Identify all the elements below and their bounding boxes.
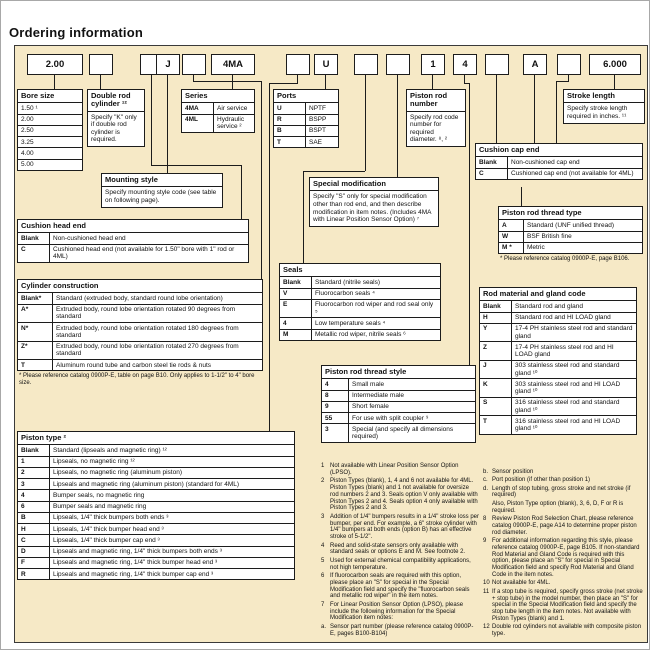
code-cell: 4 xyxy=(280,318,312,328)
code-cell: S xyxy=(480,398,512,416)
desc-cell: Low temperature seals ⁴ xyxy=(315,319,386,327)
code-box-special-mod xyxy=(386,54,410,75)
footnote-marker: 10 xyxy=(483,580,490,587)
table-row xyxy=(499,242,642,253)
footnote-text: If fluorocarbon seals are required with this option, please place an "S" for special in the Special Modification field and specify the "fluorocarbon seals and metallic rod wiper" in the item notes. xyxy=(330,572,470,600)
footnote-item xyxy=(321,478,479,512)
table-row xyxy=(182,102,254,113)
table-body: Specify "S" only for special modification other than rod end, and then describe modification in item notes. (Includes 4MA with Linear Position Sensor Option) ⁷ xyxy=(310,190,438,226)
table-row xyxy=(322,390,475,401)
desc-cell: Cushioned head end (not available for 1.50" bore with 1" rod or 4ML) xyxy=(53,246,235,261)
table-row xyxy=(18,136,82,147)
desc-cell: Standard (lipseals and magnetic ring) ¹² xyxy=(53,446,167,454)
footnote-marker: 9 xyxy=(483,537,487,544)
connector xyxy=(151,165,241,166)
desc-cell: Lipseals, 1/4" thick bumper head end ³ xyxy=(53,525,164,533)
connector xyxy=(151,73,152,166)
table-series xyxy=(181,89,255,133)
table-body: Specify rod code number for required diameter. ⁸, ² xyxy=(407,111,465,147)
connector xyxy=(365,73,366,171)
footnote-marker: 7 xyxy=(321,601,325,608)
desc-cell: Lipseals and magnetic ring, 1/4" thick bumper head end ³ xyxy=(53,559,218,567)
footnote-item xyxy=(483,589,643,623)
table-title: Mounting style xyxy=(105,175,158,184)
connector xyxy=(232,73,233,90)
desc-cell: Air service xyxy=(217,104,248,112)
table-seals xyxy=(279,263,441,341)
table-title: Ports xyxy=(277,91,297,100)
code-cell: 8 xyxy=(322,391,349,401)
table-title: Piston rod number xyxy=(410,91,448,109)
desc-cell: Aluminum round tube and carbon steel tie rods & nuts xyxy=(56,361,212,369)
table-row xyxy=(480,378,636,397)
code-cell: R xyxy=(18,569,50,579)
table-row xyxy=(274,114,338,125)
code-cell: H xyxy=(18,524,50,534)
code-cell: N* xyxy=(18,323,53,341)
code-cell: D xyxy=(18,547,50,557)
table-title: Rod material and gland code xyxy=(483,289,586,298)
desc-cell: Bumper seals and magnetic ring xyxy=(53,503,147,511)
table-mounting-style xyxy=(101,173,223,208)
table-row xyxy=(18,102,82,113)
table-row xyxy=(18,159,82,170)
footnote-item xyxy=(483,538,643,579)
footnotes-right xyxy=(483,469,643,640)
table-title: Piston rod thread style xyxy=(325,367,407,376)
table-row xyxy=(274,125,338,136)
connector xyxy=(521,187,522,208)
connector xyxy=(167,73,168,175)
table-row xyxy=(18,114,82,125)
desc-cell: For use with split coupler ⁹ xyxy=(352,414,429,422)
code-box-cushion-cap xyxy=(557,54,581,75)
footnote-text: Length of stop tubing, gross stroke and net stroke (if required) xyxy=(492,485,631,499)
desc-cell: 17-4 PH stainless steel rod and standard gland xyxy=(515,325,633,340)
footnote-marker: d. xyxy=(483,485,489,492)
table-row xyxy=(499,219,642,230)
table-title: Stroke length xyxy=(567,91,615,100)
connector xyxy=(534,73,535,146)
code-cell: U xyxy=(274,103,306,113)
table-row xyxy=(280,329,440,340)
page-title: Ordering information xyxy=(9,25,143,40)
connector xyxy=(496,73,497,146)
table-row xyxy=(18,523,294,534)
code-cell: C xyxy=(18,535,50,545)
connector xyxy=(432,73,433,90)
table-thread-type xyxy=(498,206,643,263)
table-title: Piston type ² xyxy=(21,433,67,442)
code-cell: 55 xyxy=(322,413,349,423)
table-row xyxy=(476,168,642,179)
desc-cell: Lipseals and magnetic ring, 1/4" thick bumper cap end ³ xyxy=(53,570,214,578)
code-cell: 4ML xyxy=(182,115,214,133)
desc-cell: 17-4 PH stainless steel rod and HI LOAD gland xyxy=(515,343,614,359)
code-cell: C xyxy=(18,245,50,263)
footnote-item xyxy=(321,514,479,541)
code-cell: 6 xyxy=(18,502,50,512)
table-row xyxy=(18,478,294,489)
value-cell: 2.50 xyxy=(21,127,34,135)
footnote-marker: a. xyxy=(321,623,327,630)
table-cushion-cap xyxy=(475,143,643,180)
code-cell: Blank xyxy=(480,301,512,311)
code-cell: Blank* xyxy=(18,293,53,303)
footnote-item xyxy=(321,602,479,622)
code-cell: Y xyxy=(480,324,512,342)
code-cell: V xyxy=(280,289,312,299)
code-box-double-rod xyxy=(89,54,113,75)
desc-cell: 303 stainless steel rod and HI LOAD gland ¹⁰ xyxy=(515,380,621,396)
footnote-text: Reed and solid-state sensors only available with standard seals or options E and M. See footnote 2. xyxy=(330,542,466,556)
desc-cell: Lipseals and magnetic ring, 1/4" thick bumpers both ends ³ xyxy=(53,548,222,556)
code-cell: W xyxy=(499,232,524,242)
code-cell: 1 xyxy=(18,457,50,467)
table-special-modification xyxy=(309,177,439,227)
table-cylinder-construction xyxy=(17,279,263,387)
code-cell: 3 xyxy=(18,479,50,489)
footnote-marker: 8 xyxy=(483,515,487,522)
code-cell: Blank xyxy=(18,233,50,243)
table-row xyxy=(480,415,636,434)
desc-cell: Lipseals, 1/4" thick bumpers both ends ³ xyxy=(53,514,169,522)
desc-cell: BSPT xyxy=(309,127,326,135)
code-cell: Z* xyxy=(18,342,53,360)
footnote-text: Not available with Linear Position Sensor Option (LPSO). xyxy=(330,463,459,476)
code-box-rod-material xyxy=(485,54,509,75)
footnote-text: Port position (if other than position 1) xyxy=(492,477,591,484)
table-piston-rod-number xyxy=(406,89,466,147)
footnote-item xyxy=(483,477,643,484)
table-row xyxy=(18,359,262,370)
table-row xyxy=(18,568,294,579)
table-title: Piston rod thread type xyxy=(502,208,582,217)
desc-cell: Standard (nitrile seals) xyxy=(315,278,381,286)
footnote-marker: 6 xyxy=(321,572,325,579)
table-double-rod xyxy=(87,89,145,147)
code-box-mounting-style: J xyxy=(156,54,180,75)
footnote-text: For additional information regarding this style, please reference catalog 0900P-E, page B105. If non-standard Rod Material and Gland Code is required with this option, please place an "S" for special in Special Modification field and specify Rod Material and Gland Code in the item notes. xyxy=(492,537,640,579)
connector xyxy=(261,81,262,281)
connector xyxy=(193,81,261,82)
table-row xyxy=(18,444,294,455)
table-body: Specify mounting style code (see table on following page). xyxy=(102,186,222,206)
footnote-text: Not available for 4ML. xyxy=(492,580,551,587)
table-row xyxy=(18,147,82,158)
code-cell: 4 xyxy=(322,379,349,389)
footnote-marker: 4 xyxy=(321,542,325,549)
connector xyxy=(614,73,615,90)
code-cell: Blank xyxy=(18,445,50,455)
table-row xyxy=(274,136,338,147)
code-cell: A* xyxy=(18,305,53,323)
table-title: Cushion cap end xyxy=(479,145,540,154)
footnote-text: Used for external chemical compatibility applications, not high temperature. xyxy=(330,557,471,571)
code-cell: A xyxy=(499,220,524,230)
table-row xyxy=(322,401,475,412)
connector xyxy=(269,83,270,433)
code-box-stroke: 6.000 xyxy=(589,54,641,75)
table-row xyxy=(480,341,636,360)
connector xyxy=(556,81,568,82)
footnote-marker: b. xyxy=(483,469,489,475)
code-box-rod-number: 1 xyxy=(421,54,445,75)
table-row xyxy=(499,231,642,242)
code-box-seals xyxy=(354,54,378,75)
table-cushion-head xyxy=(17,219,249,263)
table-title: Series xyxy=(185,91,208,100)
table-row xyxy=(322,378,475,389)
desc-cell: Lipseals and magnetic ring (aluminum piston) (standard for 4ML) xyxy=(53,480,240,488)
code-box-series: 4MA xyxy=(211,54,255,75)
code-cell: R xyxy=(274,115,306,125)
table-row xyxy=(476,156,642,167)
table-row xyxy=(18,534,294,545)
footnote-text: Review Piston Rod Selection Chart, please reference catalog 0900P-E, page A14 to determine proper piston rod diameter. xyxy=(492,515,637,536)
code-box-construction xyxy=(182,54,206,75)
table-row xyxy=(18,304,262,323)
table-title: Double rod cylinder ¹² xyxy=(91,91,131,109)
footnote-marker: 12 xyxy=(483,624,490,631)
table-row xyxy=(480,323,636,342)
footnote-item xyxy=(483,624,643,638)
desc-cell: Special (and specify all dimensions required) xyxy=(352,425,454,441)
table-row xyxy=(18,244,248,263)
table-row xyxy=(322,412,475,423)
desc-cell: SAE xyxy=(309,138,323,146)
table-body: Specify "K" only if double rod cylinder is required. xyxy=(88,111,144,147)
code-cell: F xyxy=(18,558,50,568)
footnote-text: Addition of 1/4" bumpers results in a 1/4" stroke loss per bumper, per end. For example, a 6" stroke cylinder with 1/4" bumpers at both ends (option B) has an effective stroke of 5-1/2". xyxy=(330,513,480,541)
footnote-text: Sensor position xyxy=(492,469,534,475)
table-footnote: * Please reference catalog 0900P-E, table on page B10. Only applies to 1-1/2" to 4" bore size. xyxy=(19,373,255,387)
table-row xyxy=(18,125,82,136)
desc-cell: NPTF xyxy=(309,104,326,112)
desc-cell: 316 stainless steel rod and HI LOAD gland ¹⁰ xyxy=(515,417,621,433)
code-cell: 3 xyxy=(322,424,349,442)
table-row xyxy=(18,489,294,500)
footnote-item xyxy=(321,463,479,477)
connector xyxy=(303,171,304,265)
table-row xyxy=(18,501,294,512)
table-row xyxy=(480,300,636,311)
desc-cell: Small male xyxy=(352,380,385,388)
footnote-text: For Linear Position Sensor Option (LPSO), please include the following information for the Special Modification item notes: xyxy=(330,601,464,622)
footnote-item xyxy=(483,469,643,476)
connector xyxy=(241,165,242,221)
value-cell: 5.00 xyxy=(21,161,34,169)
code-cell: M * xyxy=(499,243,524,253)
footnote-text: Piston Types (blank), 1, 4 and 6 not available for 4ML. Piston Types (blank) and 1 not available for oversize rod numbers 2 and 3. Seals option V only available with Piston Types 2 and 4. Seals option 4 only available with Piston Types 2 and 3. xyxy=(330,478,478,512)
footnote-text: If a stop tube is required, specify gross stroke (net stroke + stop tube) in the model number, then place an "S" for special in the Special Modification field and specify the stop tube length in the item notes. Not available with Piston Types (blank) and 1. xyxy=(492,588,643,623)
desc-cell: Non-cushioned head end xyxy=(53,234,126,242)
footnote-text: Double rod cylinders not available with composite piston type. xyxy=(492,624,642,638)
table-row xyxy=(274,102,338,113)
footnote-item xyxy=(483,486,643,500)
value-cell: 4.00 xyxy=(21,149,34,157)
code-cell: J xyxy=(480,361,512,379)
footnote-marker: c. xyxy=(483,477,488,484)
code-box-thread-style: 4 xyxy=(453,54,477,75)
code-cell: 2 xyxy=(18,468,50,478)
table-row xyxy=(18,292,262,303)
code-cell: 9 xyxy=(322,402,349,412)
desc-cell: BSPP xyxy=(309,116,327,124)
code-cell: M xyxy=(280,330,312,340)
code-cell: H xyxy=(480,313,512,323)
desc-cell: Intermediate male xyxy=(352,392,405,400)
table-row xyxy=(18,456,294,467)
code-cell: T xyxy=(274,137,306,147)
footnote-marker: 5 xyxy=(321,557,325,564)
table-title: Special modification xyxy=(313,179,386,188)
footnote-item xyxy=(321,558,479,572)
table-piston-type xyxy=(17,431,295,580)
desc-cell: Non-cushioned cap end xyxy=(511,158,580,166)
table-body: Specify stroke length required in inches. ¹¹ xyxy=(564,102,644,122)
code-cell: Blank xyxy=(280,277,312,287)
footnote-marker: 1 xyxy=(321,463,325,469)
table-row xyxy=(18,512,294,523)
connector xyxy=(269,83,297,84)
table-rod-material xyxy=(479,287,637,435)
table-title: Cushion head end xyxy=(21,221,87,230)
table-title: Cylinder construction xyxy=(21,281,99,290)
code-cell: B xyxy=(274,126,306,136)
table-footnote: * Please reference catalog 0900P-E, page B106. xyxy=(500,256,630,263)
code-box-piston-type xyxy=(286,54,310,75)
table-row xyxy=(18,467,294,478)
connector xyxy=(556,81,557,145)
connector xyxy=(397,73,398,179)
table-row xyxy=(18,341,262,360)
footnote-marker: 3 xyxy=(321,513,325,520)
table-row xyxy=(280,276,440,287)
code-cell: E xyxy=(280,300,312,318)
table-title: Bore size xyxy=(21,91,55,100)
value-cell: 1.50 ¹ xyxy=(21,104,38,112)
code-cell: T xyxy=(480,416,512,434)
desc-cell: Cushioned cap end (not available for 4ML) xyxy=(511,170,634,178)
table-row xyxy=(18,546,294,557)
desc-cell: Standard (extruded body, standard round lobe orientation) xyxy=(56,294,223,302)
footnote-item xyxy=(483,516,643,536)
table-thread-style xyxy=(321,365,476,443)
desc-cell: Fluorocarbon seals ⁴ xyxy=(315,290,375,298)
desc-cell: Lipseals, no magnetic ring (aluminum piston) xyxy=(53,469,182,477)
value-cell: 3.25 xyxy=(21,138,34,146)
footnotes-left xyxy=(321,463,479,639)
table-row xyxy=(322,423,475,442)
desc-cell: Extruded body, round lobe orientation rotated 270 degrees from standard xyxy=(56,343,239,358)
table-row xyxy=(280,299,440,318)
connector xyxy=(325,73,326,90)
footnote-text: Sensor part number (please reference catalog 0900P-E, pages B100-B104) xyxy=(330,623,474,637)
desc-cell: 303 stainless steel rod and standard gland ¹⁰ xyxy=(515,362,620,377)
code-cell: B xyxy=(18,513,50,523)
code-cell: 4MA xyxy=(182,103,214,113)
desc-cell: Standard (UNF unified thread) xyxy=(527,221,615,229)
footnote-marker xyxy=(483,501,492,515)
code-cell: K xyxy=(480,379,512,397)
connector xyxy=(54,73,55,90)
desc-cell: BSF British fine xyxy=(527,233,572,241)
desc-cell: Metallic rod wiper, nitrile seals ⁶ xyxy=(315,331,406,339)
footnote-item xyxy=(483,580,643,587)
desc-cell: Hydraulic service ² xyxy=(217,116,245,131)
value-cell: 2.00 xyxy=(21,116,34,124)
table-row xyxy=(480,360,636,379)
connector xyxy=(303,171,365,172)
table-row xyxy=(182,114,254,133)
code-cell: Z xyxy=(480,342,512,360)
table-row xyxy=(18,557,294,568)
desc-cell: Standard rod and gland xyxy=(515,302,583,310)
table-row xyxy=(18,322,262,341)
desc-cell: Lipseals, 1/4" thick bumper cap end ³ xyxy=(53,536,160,544)
footnote-marker: 2 xyxy=(321,478,325,485)
table-row xyxy=(18,232,248,243)
desc-cell: Fluorocarbon rod wiper and rod seal only ⁵ xyxy=(315,301,434,316)
code-cell: Blank xyxy=(476,157,508,167)
code-box-thread-type: A xyxy=(523,54,547,75)
desc-cell: Lipseals, no magnetic ring ¹² xyxy=(53,458,135,466)
code-cell: C xyxy=(476,169,508,179)
code-box-bore: 2.00 xyxy=(27,54,83,75)
footnote-item xyxy=(321,624,479,638)
connector xyxy=(469,83,470,367)
footnote-text: Also, Piston Type option (blank), 3, 6, D, F or R is required. xyxy=(492,500,624,514)
connector xyxy=(100,73,101,90)
table-row xyxy=(480,312,636,323)
table-stroke-length xyxy=(563,89,645,124)
code-cell: 4 xyxy=(18,490,50,500)
desc-cell: Bumper seals, no magnetic ring xyxy=(53,491,145,499)
table-row xyxy=(280,317,440,328)
desc-cell: Extruded body, round lobe orientation rotated 180 degrees from standard xyxy=(56,324,239,339)
footnote-item xyxy=(321,573,479,600)
table-bore-size xyxy=(17,89,83,171)
footnote-marker: 11 xyxy=(483,588,490,595)
table-title: Seals xyxy=(283,265,303,274)
footnote-item xyxy=(483,501,643,515)
desc-cell: Extruded body, round lobe orientation rotated 90 degrees from standard xyxy=(56,306,236,321)
table-row xyxy=(480,397,636,416)
footnote-item xyxy=(321,543,479,557)
table-row xyxy=(280,288,440,299)
desc-cell: Short female xyxy=(352,403,389,411)
desc-cell: 316 stainless steel rod and standard gland ¹⁰ xyxy=(515,399,620,414)
desc-cell: Metric xyxy=(527,244,545,252)
code-cell: T xyxy=(18,360,53,370)
code-box-ports: U xyxy=(314,54,338,75)
table-ports xyxy=(273,89,339,148)
desc-cell: Standard rod and HI LOAD gland xyxy=(515,314,611,322)
